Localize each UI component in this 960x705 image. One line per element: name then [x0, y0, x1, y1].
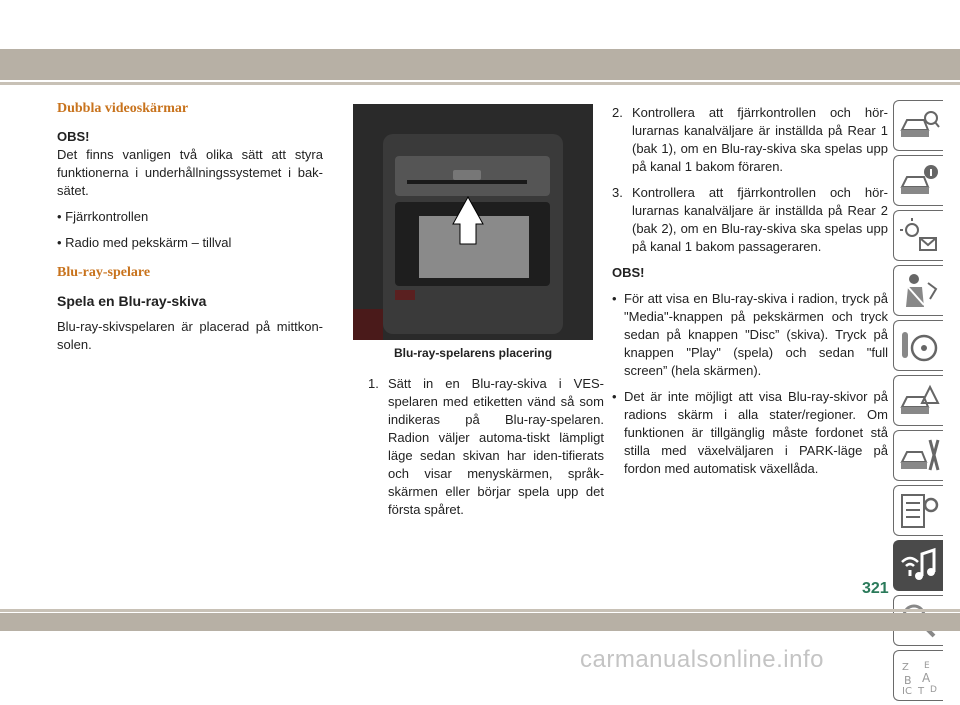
- step-2: [612, 104, 888, 176]
- step-number: 2.: [612, 105, 623, 120]
- step-3: [612, 184, 888, 256]
- header-band: [0, 49, 960, 80]
- car-search-icon: [898, 106, 940, 146]
- watermark: carmanualsonline.info: [580, 646, 824, 673]
- svg-text:D: D: [929, 684, 937, 695]
- subsubheading: Spela en Blu-ray-skiva: [57, 293, 207, 309]
- svg-text:Z: Z: [901, 661, 909, 673]
- svg-text:IC: IC: [901, 685, 912, 696]
- step-number: 3.: [612, 185, 623, 200]
- tab-vehicle-overview[interactable]: [893, 100, 943, 151]
- bullet-dot: •: [612, 389, 617, 404]
- page-number: 321: [862, 580, 889, 597]
- footer-line: [0, 609, 960, 612]
- tab-instrument-cluster[interactable]: [893, 210, 943, 261]
- tools-icon: [898, 436, 940, 476]
- step-text: Sätt in en Blu-ray-skiva i VES-spelaren med etiketten vänd så som indikeras på Blu-ray-spelaren. Radion väljer automa-tiskt lämpligt läge sedan skivan har iden-tifierats och visar menyskärmen, språk-skärmen eller börjar spela upp det första spåret.: [388, 376, 604, 517]
- bullet-radio: • Radio med pekskärm – tillval: [57, 235, 232, 250]
- step-text: Kontrollera att fjärrkontrollen och hör-lurarnas kanalväljare är inställda på Rear 1 (bak 1), om en Blu-ray-skiva ska spelas upp på kanal 1 bakom föraren.: [632, 105, 888, 174]
- figure-caption: Blu-ray-spelarens placering: [393, 346, 553, 360]
- tab-service[interactable]: [893, 430, 943, 481]
- bullet-text: Det är inte möjligt att visa Blu-ray-skivor på radions skärm i alla stater/regioner. Om funktionen är tillgänglig måste fordonet stå stilla med växelväljaren i PARK-läge på fordon med automatisk växellåda.: [624, 389, 888, 476]
- footer-band: [0, 613, 960, 631]
- middle-column: [368, 375, 604, 527]
- left-column: [57, 100, 323, 362]
- alphabet-icon: [898, 656, 940, 696]
- step-number: 1.: [368, 376, 379, 391]
- tab-starting-driving[interactable]: [893, 320, 943, 371]
- tab-specifications[interactable]: [893, 485, 943, 536]
- tab-emergency[interactable]: [893, 375, 943, 426]
- svg-text:B: B: [903, 673, 912, 687]
- bullet-text: För att visa en Blu-ray-skiva i radion, tryck på "Media"-knappen på pekskärmen och tryck sedan på knappen "Disc” (skiva). Tryck på knappen "Play" (spela) och sedan "full screen” (hela skärmen).: [624, 291, 888, 378]
- note-text: Det finns vanligen två olika sätt att styra funktionerna i underhållningssystemet i bak-sätet.: [57, 147, 323, 198]
- list-gear-icon: [898, 491, 940, 531]
- tab-vehicle-info[interactable]: [893, 155, 943, 206]
- header-line: [0, 82, 960, 85]
- note2-bullet-2: [612, 388, 888, 478]
- note2-label: OBS!: [612, 265, 645, 280]
- bullet-dot: •: [612, 291, 617, 306]
- step-text: Kontrollera att fjärrkontrollen och hör-lurarnas kanalväljare är inställda på Rear 2 (bak 2), om en Blu-ray-skiva ska spelas upp på kanal 1 bakom passageraren.: [632, 185, 888, 254]
- music-note-icon: [898, 546, 940, 586]
- tab-index[interactable]: [893, 650, 943, 701]
- svg-text:E: E: [923, 660, 930, 671]
- car-warning-icon: [898, 381, 940, 421]
- step-1: [368, 375, 604, 519]
- blu-ray-player-photo: [353, 104, 593, 340]
- section-heading: Dubbla videoskärmar: [57, 101, 189, 116]
- intro-text: Blu-ray-skivspelaren är placerad på mittkon-solen.: [57, 319, 323, 352]
- svg-text:T: T: [917, 685, 924, 696]
- tab-safety[interactable]: [893, 265, 943, 316]
- subheading: Blu-ray-spelare: [57, 265, 151, 280]
- note-label: OBS!: [57, 129, 90, 144]
- car-info-icon: [898, 161, 940, 201]
- warning-light-icon: [898, 216, 940, 256]
- svg-text:A: A: [921, 670, 930, 685]
- steering-wheel-icon: [898, 326, 940, 366]
- note2-bullet-1: [612, 290, 888, 380]
- right-column: [612, 104, 888, 486]
- seatbelt-icon: [898, 271, 940, 311]
- bullet-remote: • Fjärrkontrollen: [57, 209, 149, 224]
- tab-multimedia[interactable]: [893, 540, 943, 591]
